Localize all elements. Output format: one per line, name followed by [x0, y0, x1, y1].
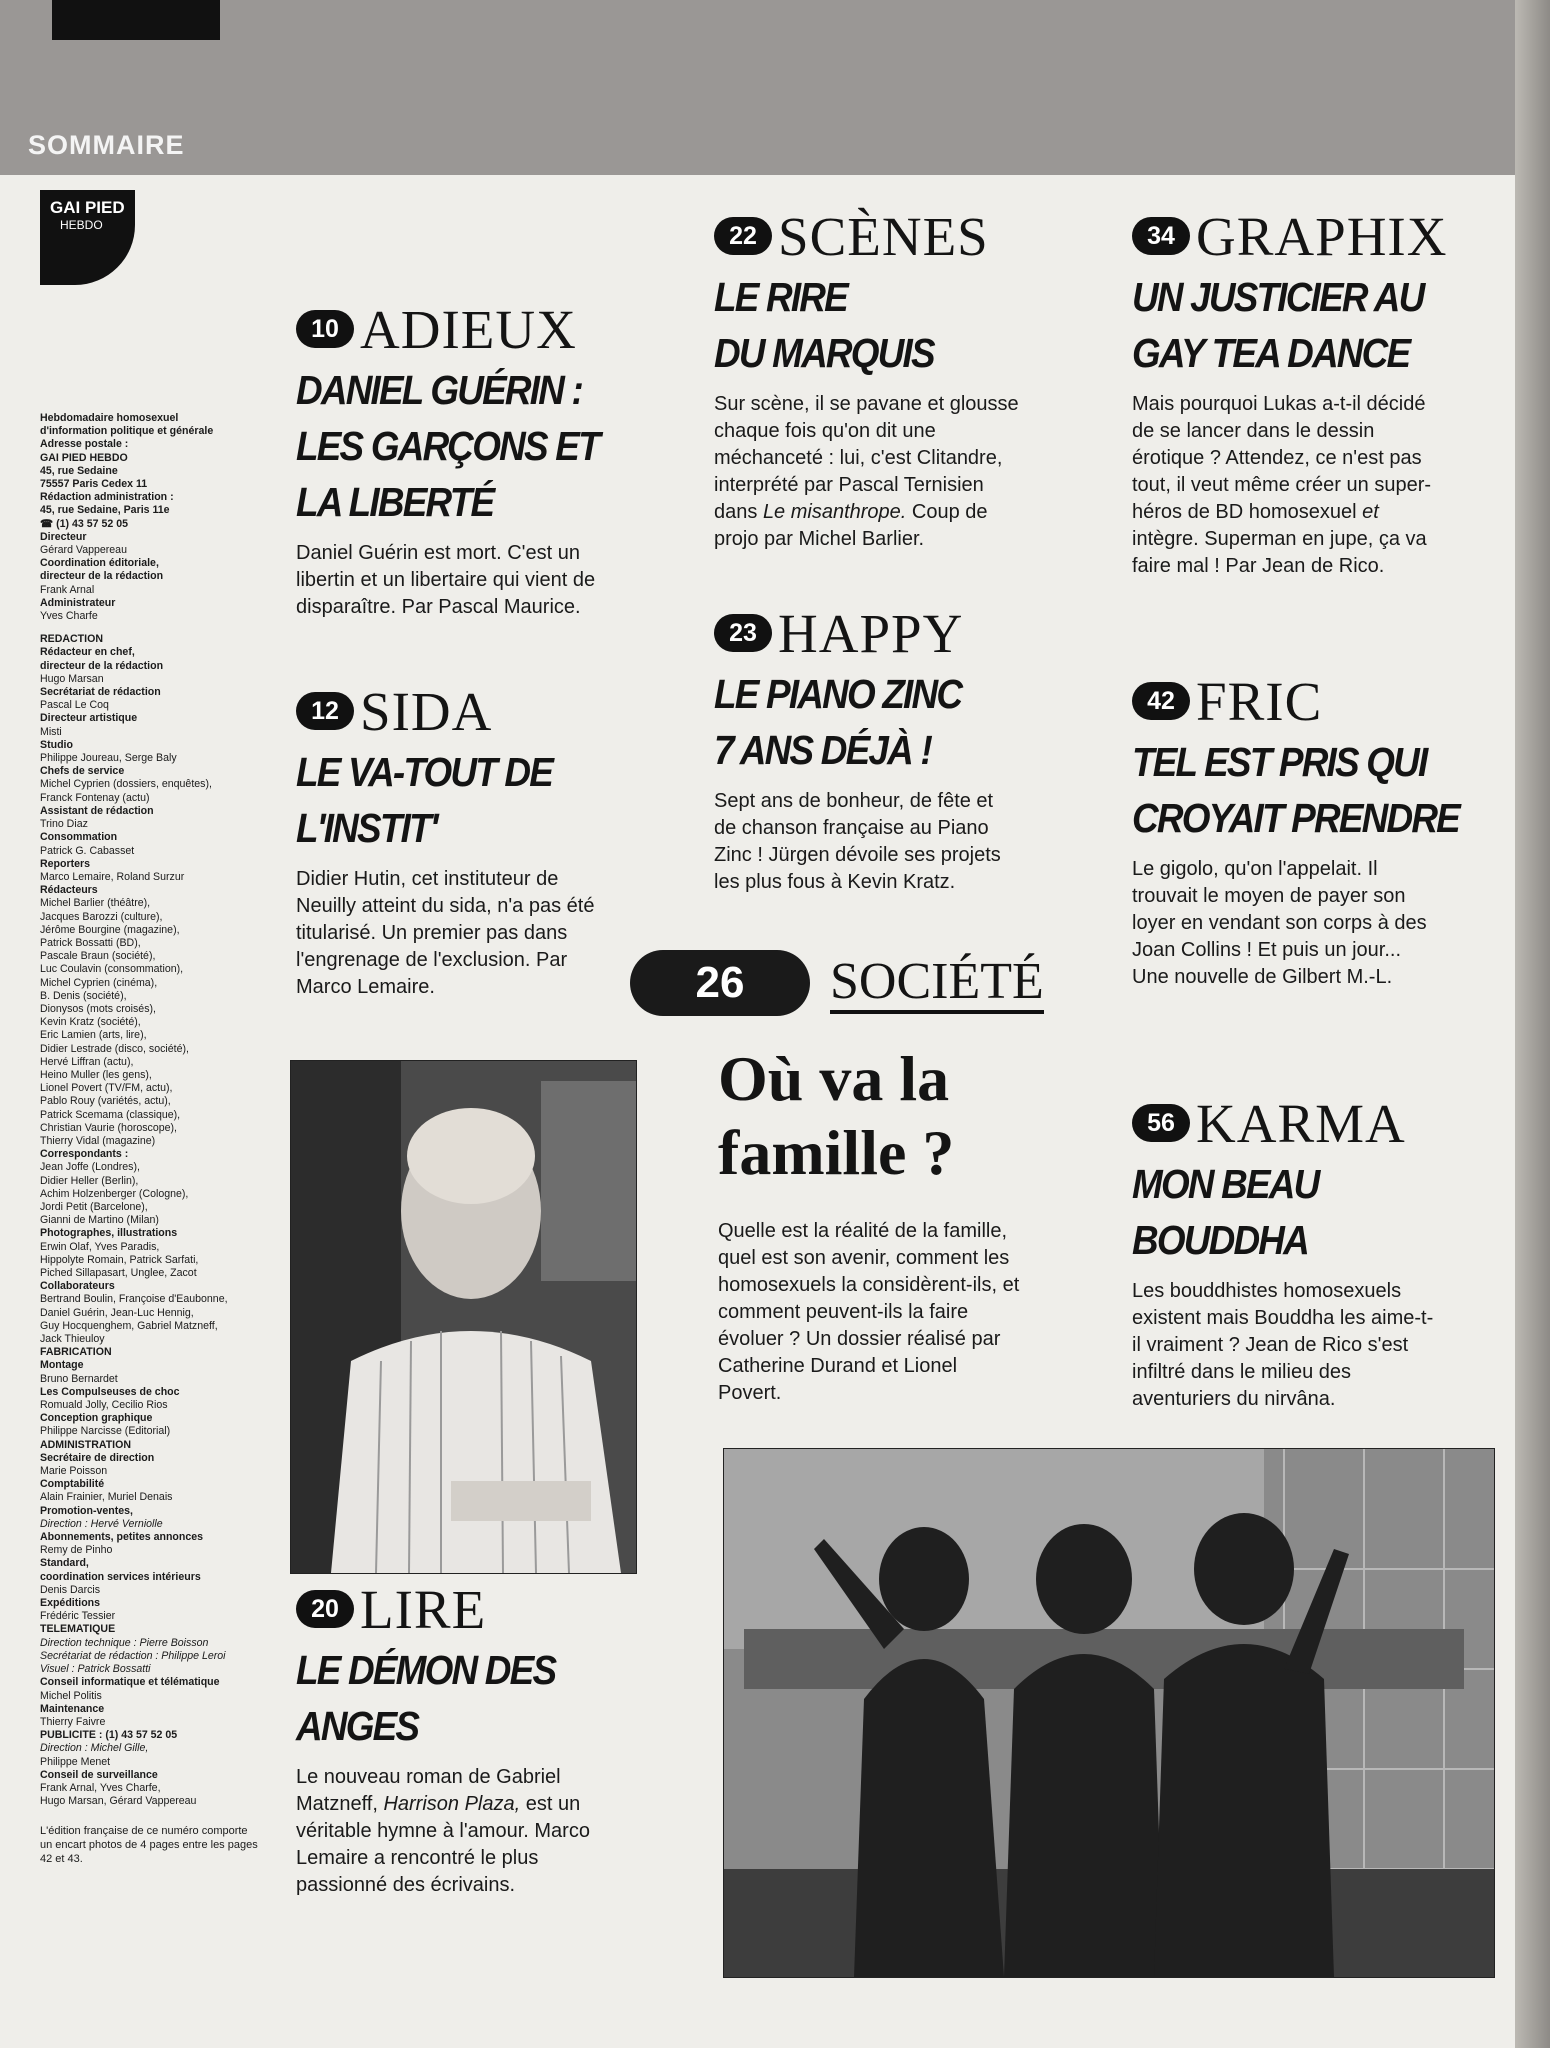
masthead-line: Frédéric Tessier — [40, 1610, 116, 1623]
section-headline — [296, 362, 669, 530]
logo-text: GAI PIED — [50, 198, 125, 217]
masthead-line: Romuald Jolly, Cecilio Rios — [40, 1399, 168, 1412]
masthead-line: Luc Coulavin (consommation), — [40, 963, 184, 976]
masthead-line: Lionel Povert (TV/FM, actu), — [40, 1082, 173, 1095]
headline-line: L'INSTIT' — [296, 805, 437, 851]
masthead-note: L'édition française de ce numéro comporte un encart photos de 4 pages entre les pages 42 et 43. — [40, 1825, 258, 1866]
section-summary: Quelle est la réalité de la famille, quel est son avenir, comment les homosexuels la considèrent-ils, et comment peuvent-ils la faire évoluer ? Un dossier réalisé par Catherine Durand et Lionel Povert. — [718, 1220, 1020, 1404]
section-summary: Le gigolo, qu'on l'appelait. Il trouvait le moyen de payer son loyer en vendant son corps à des Joan Collins ! Et puis un jour... Une nouvelle de Gilbert M.-L. — [1132, 858, 1427, 988]
masthead-line: B. Denis (société), — [40, 989, 127, 1002]
masthead-line: Studio — [40, 738, 73, 751]
masthead-line: Patrick Bossatti (BD), — [40, 936, 141, 949]
masthead-line: Montage — [40, 1359, 84, 1372]
masthead-line: Reporters — [40, 857, 91, 870]
section-category: SCÈNES — [778, 205, 989, 267]
masthead-line: Les Compulseuses de choc — [40, 1385, 180, 1398]
masthead-line: Coordination éditoriale, — [40, 557, 159, 570]
masthead-line: Gianni de Martino (Milan) — [40, 1214, 159, 1227]
masthead-line: Misti — [40, 725, 62, 738]
masthead-line: 75557 Paris Cedex 11 — [40, 478, 148, 491]
summary-text: intègre. Superman en jupe, ça va faire mal ! Par Jean de Rico. — [1132, 528, 1427, 577]
masthead-line: Directeur — [40, 530, 87, 543]
headline-line: LE VA-TOUT DE — [296, 749, 553, 795]
section-scenes — [714, 205, 1094, 553]
summary-text: Sur scène, il se pavane et glousse chaque fois qu'on dit une méchanceté : lui, c'est Clitandre, interprété par Pascal Ternisien dans — [714, 393, 1019, 523]
headline-line: 7 ANS DÉJÀ ! — [714, 727, 931, 773]
masthead-line: Photographes, illustrations — [40, 1227, 178, 1240]
masthead-line: Erwin Olaf, Yves Paradis, — [40, 1240, 160, 1253]
masthead-line: Direction : Michel Gille, — [40, 1742, 149, 1755]
masthead-line: 45, rue Sedaine — [40, 464, 118, 477]
masthead-line: Didier Lestrade (disco, société), — [40, 1042, 189, 1055]
section-summary — [1132, 391, 1512, 580]
masthead-line: directeur de la rédaction — [40, 659, 164, 672]
summary-text: Coup de projo par Michel Barlier. — [714, 501, 988, 550]
page-number-badge: 22 — [714, 217, 772, 255]
masthead-line: Visuel : Patrick Bossatti — [40, 1663, 151, 1676]
section-karma — [1132, 1092, 1512, 1413]
headline-line: DANIEL GUÉRIN : — [296, 367, 582, 413]
gai-pied-logo — [40, 190, 135, 285]
masthead-line: Secrétaire de direction — [40, 1451, 155, 1464]
logo-subtext: HEBDO — [60, 218, 103, 232]
headline-line: GAY TEA DANCE — [1132, 330, 1410, 376]
page-edge — [1515, 0, 1550, 2048]
section-category: ADIEUX — [360, 298, 577, 360]
corner-shape — [52, 0, 220, 40]
title-line: famille ? — [718, 1117, 955, 1188]
section-category: SIDA — [360, 680, 493, 742]
page-number-badge: 23 — [714, 614, 772, 652]
masthead-line: Directeur artistique — [40, 712, 138, 725]
page-number-badge: 26 — [630, 950, 810, 1016]
page-number-badge: 12 — [296, 692, 354, 730]
masthead-line: Adresse postale : — [40, 438, 129, 451]
page-number-badge: 10 — [296, 310, 354, 348]
masthead-line: Collaborateurs — [40, 1280, 115, 1293]
headline-line: ANGES — [296, 1703, 419, 1749]
masthead-line: Patrick Scemama (classique), — [40, 1108, 181, 1121]
page-number-badge: 42 — [1132, 682, 1190, 720]
masthead-line: Yves Charfe — [40, 610, 98, 623]
section-category: KARMA — [1196, 1092, 1406, 1154]
masthead-line: Secrétariat de rédaction : Philippe Leroi — [40, 1649, 226, 1662]
section-summary: Les bouddhistes homosexuels existent mais Bouddha les aime-t- il vraiment ? Jean de Rico s'est infiltré dans le milieu des aventuriers du nirvâna. — [1132, 1280, 1434, 1410]
masthead-line: REDACTION — [40, 633, 103, 646]
headline-line: LA LIBERTÉ — [296, 479, 494, 525]
section-category: GRAPHIX — [1196, 205, 1448, 267]
portrait-photo — [290, 1060, 637, 1574]
section-headline — [1132, 1156, 1515, 1268]
masthead-line: coordination services intérieurs — [40, 1570, 201, 1583]
masthead-line: Trino Diaz — [40, 818, 88, 831]
section-happy — [714, 602, 1094, 896]
masthead-line: Franck Fontenay (actu) — [40, 791, 150, 804]
masthead-line: Hugo Marsan — [40, 672, 104, 685]
masthead-line: 45, rue Sedaine, Paris 11e — [40, 504, 170, 517]
headline-line: LE DÉMON DES — [296, 1647, 556, 1693]
section-societe — [718, 1208, 1078, 1407]
masthead-line: Rédacteurs — [40, 884, 98, 897]
title-line: Où va la — [718, 1043, 950, 1114]
masthead-line: Hugo Marsan, Gérard Vappereau — [40, 1795, 197, 1808]
masthead-line: Michel Barlier (théâtre), — [40, 897, 151, 910]
section-summary — [296, 1764, 656, 1899]
masthead-line: Conseil de surveillance — [40, 1768, 158, 1781]
section-summary: Sept ans de bonheur, de fête et de chanson française au Piano Zinc ! Jürgen dévoile ses projets les plus fous à Kevin Kratz. — [714, 790, 1001, 893]
masthead-line: Philippe Joureau, Serge Baly — [40, 752, 177, 765]
masthead-line: Jean Joffe (Londres), — [40, 1161, 140, 1174]
masthead-line: Administrateur — [40, 596, 116, 609]
section-adieux — [296, 298, 656, 621]
summary-text: Mais pourquoi Lukas a-t-il décidé de se lancer dans le dessin érotique ? Attendez, ce n'est pas tout, il veut même créer un super- héros de BD homosexuel — [1132, 393, 1432, 523]
masthead-line: Hebdomadaire homosexuel — [40, 412, 179, 424]
masthead-line: Guy Hocquenghem, Gabriel Matzneff, — [40, 1319, 218, 1332]
masthead-line: PUBLICITE : (1) 43 57 52 05 — [40, 1729, 178, 1742]
headline-line: MON BEAU — [1132, 1161, 1319, 1207]
masthead-line: Hippolyte Romain, Patrick Sarfati, — [40, 1253, 199, 1266]
masthead-line: directeur de la rédaction — [40, 570, 164, 583]
masthead-line: Standard, — [40, 1557, 89, 1570]
masthead-line: Piched Sillapasart, Unglee, Zacot — [40, 1267, 197, 1279]
masthead-line: Frank Arnal, Yves Charfe, — [40, 1781, 161, 1794]
masthead-line: Frank Arnal — [40, 583, 95, 596]
headline-line: BOUDDHA — [1132, 1217, 1308, 1263]
masthead-line: Dionysos (mots croisés), — [40, 1002, 156, 1015]
headline-line: UN JUSTICIER AU — [1132, 274, 1424, 320]
masthead-line: Philippe Narcisse (Editorial) — [40, 1425, 171, 1438]
section-headline — [296, 744, 669, 856]
masthead-line: ☎ (1) 43 57 52 05 — [40, 517, 128, 530]
masthead-line: Direction technique : Pierre Boisson — [40, 1636, 209, 1649]
masthead-line: Pablo Rouy (variétés, actu), — [40, 1095, 171, 1108]
book-title: Harrison Plaza, — [383, 1793, 521, 1815]
section-category: LIRE — [360, 1578, 487, 1640]
masthead-line: Rédaction administration : — [40, 491, 174, 504]
section-headline — [714, 269, 1107, 381]
masthead-line: Marie Poisson — [40, 1465, 108, 1478]
headline-line: LE PIANO ZINC — [714, 671, 962, 717]
page-title: SOMMAIRE — [28, 130, 185, 160]
masthead-line: Didier Heller (Berlin), — [40, 1174, 139, 1187]
section-headline — [296, 1642, 669, 1754]
masthead-line: Daniel Guérin, Jean-Luc Hennig, — [40, 1306, 194, 1319]
masthead-line: Kevin Kratz (société), — [40, 1016, 141, 1029]
play-title: Le misanthrope. — [762, 501, 907, 523]
masthead-line: Patrick G. Cabasset — [40, 844, 135, 857]
masthead-line: Heino Muller (les gens), — [40, 1068, 152, 1081]
bleed-through-text: ﾠ — [460, 192, 478, 212]
headline-line: DU MARQUIS — [714, 330, 934, 376]
section-category: HAPPY — [778, 602, 964, 664]
masthead-line: Expéditions — [40, 1597, 101, 1610]
masthead-line: Promotion-ventes, — [40, 1504, 134, 1517]
masthead-line: TELEMATIQUE — [40, 1623, 116, 1636]
section-summary — [714, 391, 1094, 553]
section-headline — [1132, 269, 1515, 381]
masthead-line: Achim Holzenberger (Cologne), — [40, 1187, 189, 1200]
section-headline — [1132, 734, 1515, 846]
masthead-line: Chefs de service — [40, 765, 125, 778]
family-photo — [723, 1448, 1495, 1978]
masthead-line: Marco Lemaire, Roland Surzur — [40, 870, 185, 883]
section-category: SOCIÉTÉ — [830, 956, 1044, 1014]
masthead-line: Direction : Hervé Verniolle — [40, 1517, 163, 1530]
masthead-line: Thierry Faivre — [40, 1715, 106, 1728]
masthead-line: Philippe Menet — [40, 1755, 111, 1768]
headline-line: TEL EST PRIS QUI — [1132, 739, 1427, 785]
masthead — [40, 412, 260, 1866]
masthead-line: Michel Cyprien (cinéma), — [40, 976, 158, 989]
summary-text: Le nouveau roman de Gabriel Matzneff, — [296, 1766, 561, 1815]
masthead-line: Conseil informatique et télématique — [40, 1676, 220, 1689]
section-summary: Daniel Guérin est mort. C'est un libertin et un libertaire qui vient de disparaître. Par Pascal Maurice. — [296, 542, 596, 618]
section-headline — [714, 666, 1107, 778]
headline-line: LES GARÇONS ET — [296, 423, 599, 469]
headline-line: LE RIRE — [714, 274, 847, 320]
masthead-line: Christian Vaurie (horoscope), — [40, 1121, 177, 1134]
section-societe-header — [630, 950, 1090, 1016]
masthead-line: Pascal Le Coq — [40, 699, 109, 712]
summary-text: est un véritable hymne à l'amour. Marco Lemaire a rencontré le plus passionné des écrivains. — [296, 1793, 590, 1896]
masthead-line: Conception graphique — [40, 1412, 153, 1425]
masthead-line: Secrétariat de rédaction — [40, 686, 161, 699]
masthead-line: Jérôme Bourgine (magazine), — [40, 923, 180, 936]
section-summary: Didier Hutin, cet instituteur de Neuilly atteint du sida, n'a pas été titularisé. Un premier pas dans l'engrenage de l'exclusion. Par Marco Lemaire. — [296, 868, 595, 998]
masthead-line: Alain Frainier, Muriel Denais — [40, 1491, 173, 1504]
masthead-line: Michel Cyprien (dossiers, enquêtes), — [40, 778, 212, 791]
masthead-line: Thierry Vidal (magazine) — [40, 1134, 156, 1147]
masthead-line: Pascale Braun (société), — [40, 950, 156, 963]
masthead-line: Comptabilité — [40, 1478, 105, 1491]
masthead-line: Abonnements, petites annonces — [40, 1531, 204, 1544]
masthead-line: Consommation — [40, 831, 118, 844]
headline-line: CROYAIT PRENDRE — [1132, 795, 1459, 841]
section-fric — [1132, 670, 1512, 991]
masthead-line: GAI PIED HEBDO — [40, 451, 128, 464]
masthead-line: Rédacteur en chef, — [40, 646, 135, 659]
page-number-badge: 56 — [1132, 1104, 1190, 1142]
masthead-line: Maintenance — [40, 1702, 105, 1715]
header-bar — [0, 0, 1515, 175]
section-lire — [296, 1578, 656, 1899]
masthead-line: Assistant de rédaction — [40, 804, 154, 817]
masthead-line: Jacques Barozzi (culture), — [40, 910, 163, 923]
masthead-gap — [40, 623, 260, 633]
masthead-line: Hervé Liffran (actu), — [40, 1055, 134, 1068]
masthead-line: Bruno Bernardet — [40, 1372, 118, 1385]
masthead-line: Bertrand Boulin, Françoise d'Eaubonne, — [40, 1293, 228, 1306]
masthead-line: Correspondants : — [40, 1148, 129, 1161]
masthead-line: d'information politique et générale — [40, 425, 214, 438]
section-category: FRIC — [1196, 670, 1323, 732]
masthead-line: Denis Darcis — [40, 1583, 101, 1596]
masthead-line: Jordi Petit (Barcelone), — [40, 1200, 148, 1213]
masthead-line: Remy de Pinho — [40, 1544, 113, 1557]
masthead-line: Gérard Vappereau — [40, 544, 127, 557]
section-graphix — [1132, 205, 1512, 580]
masthead-line: FABRICATION — [40, 1346, 112, 1359]
feature-title — [718, 1042, 1078, 1190]
emphasis-text: et — [1362, 501, 1379, 523]
masthead-line: Michel Politis — [40, 1689, 102, 1702]
masthead-line: Jack Thieuloy — [40, 1333, 105, 1346]
section-sida — [296, 680, 656, 1001]
masthead-line: ADMINISTRATION — [40, 1438, 132, 1451]
page-number-badge: 20 — [296, 1590, 354, 1628]
page-number-badge: 34 — [1132, 217, 1190, 255]
masthead-line: Eric Lamien (arts, lire), — [40, 1029, 147, 1042]
